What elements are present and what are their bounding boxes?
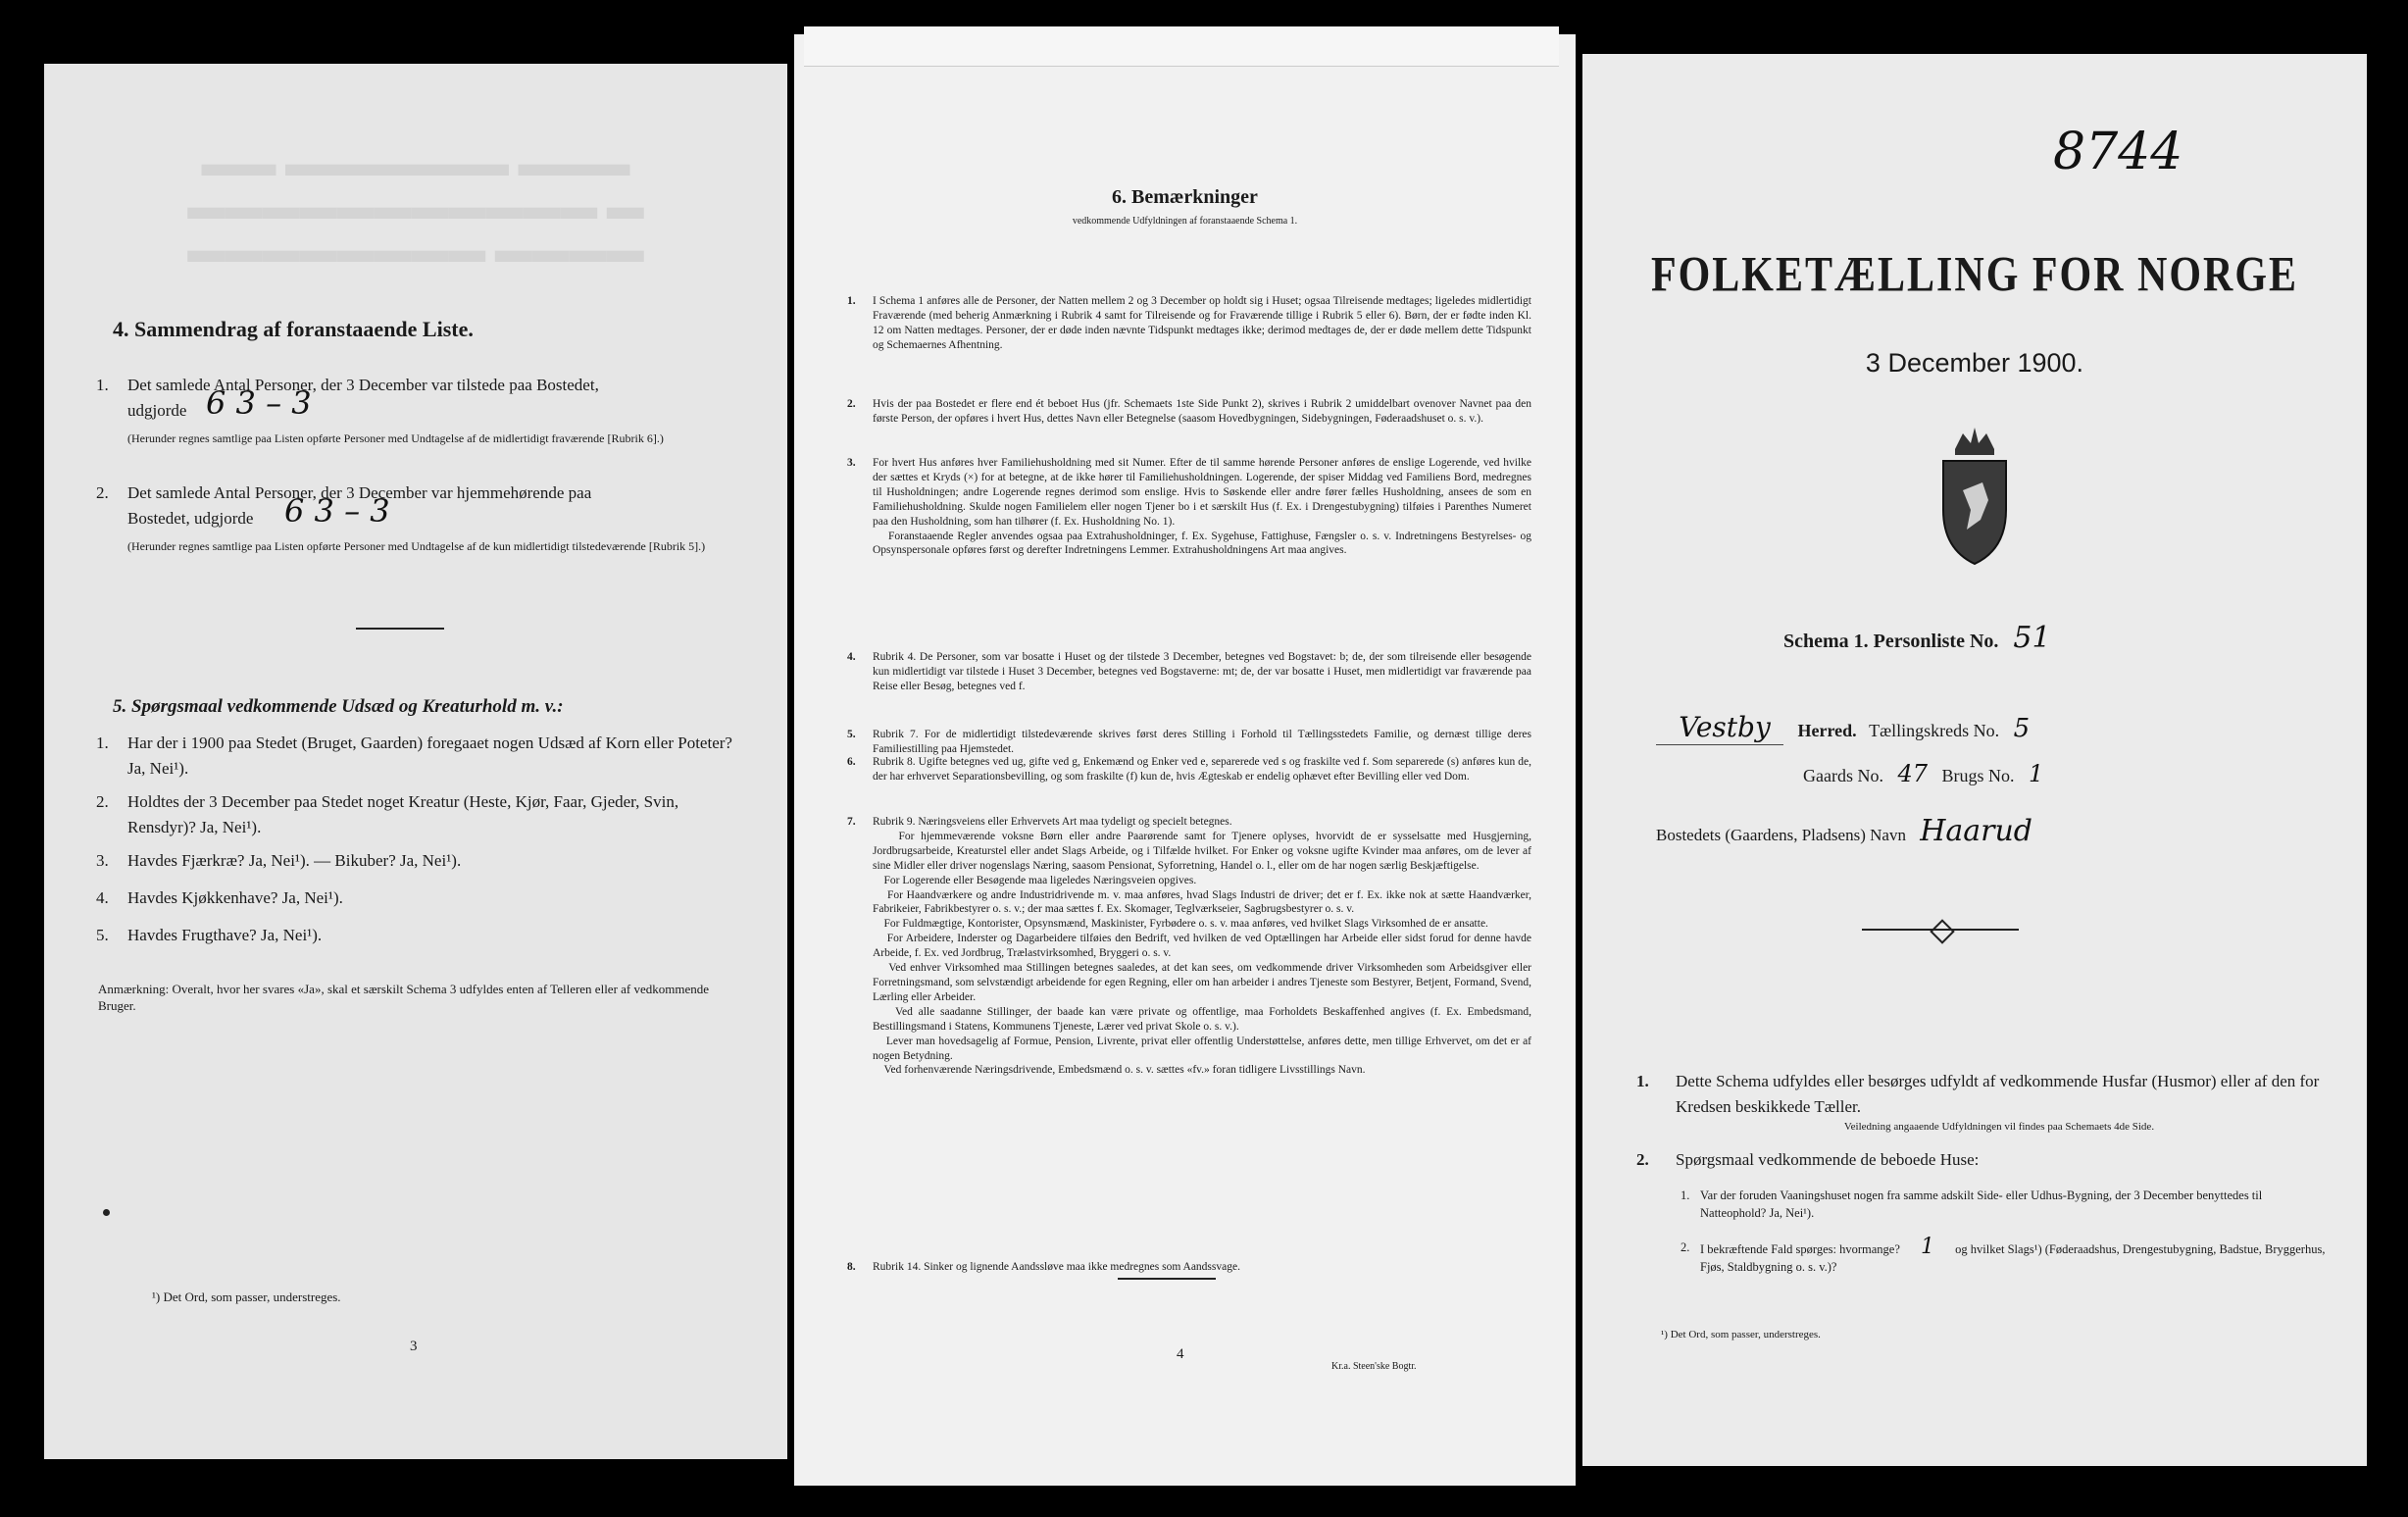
kreds-value: 5 — [2013, 714, 2031, 743]
bosted-line — [1656, 814, 2032, 848]
handwritten-count: 6 3 – 3 — [206, 384, 312, 422]
middle-page — [794, 34, 1576, 1486]
section6-title: 6. Bemærkninger — [1112, 186, 1258, 208]
printer-mark: Kr.a. Steen'ske Bogtr. — [1331, 1361, 1417, 1372]
item-text: I bekræftende Fald spørges: hvormange? — [1700, 1242, 1900, 1256]
item-number: 1. — [1681, 1188, 1690, 1202]
paragraph-text: Rubrik 4. De Personer, som var bosatte i Huset og der tilstede 3 December, betegnes ved Bogstavet: b; de, der som tilreisende eller besøgende kun midlertidigt var tilstede i Huset 3 December, betegnes ved Bogstaverne: mt; de, der var bosatte i Huset, men midlertidigt var fraværende paa Reise eller Besøg, betegnes ved f. — [873, 651, 1534, 692]
item-text: Havdes Fjærkræ? Ja, Nei¹). — Bikuber? Ja, Nei¹). — [127, 851, 462, 870]
brug-label: Brugs No. — [1941, 766, 2015, 785]
divider — [356, 628, 444, 630]
paragraph-number: 8. — [847, 1261, 856, 1273]
gaard-label: Gaards No. — [1803, 766, 1883, 785]
paragraph-number: 5. — [847, 729, 856, 740]
item-number: 4. — [96, 888, 109, 907]
section4-item1 — [96, 373, 748, 446]
handwritten-count: 6 3 – 3 — [284, 492, 390, 530]
herred-value: Vestby — [1679, 711, 1771, 743]
section5-item — [96, 885, 748, 911]
ink-dot — [103, 1209, 110, 1216]
item-prefix: Bostedet, udgjorde — [127, 509, 254, 528]
paragraph-number: 1. — [847, 295, 856, 307]
section5-item — [96, 731, 748, 782]
coat-of-arms-icon — [1926, 422, 2024, 574]
item-prefix: udgjorde — [127, 401, 187, 420]
item-number: 1. — [96, 376, 109, 394]
section6-subtitle: vedkommende Udfyldningen af foranstaaende Schema 1. — [1072, 216, 1298, 227]
remark-paragraph — [847, 294, 1534, 353]
page-number: 4 — [1177, 1346, 1184, 1362]
section5-item — [96, 789, 748, 840]
schema-number: 51 — [2013, 621, 2051, 655]
item-note: (Herunder regnes samtlige paa Listen opførte Personer med Undtagelse af de midlertidigt fraværende [Rubrik 6].) — [127, 431, 664, 445]
item-number: 2. — [1636, 1150, 1649, 1169]
footnote: ¹) Det Ord, som passer, understreges. — [152, 1289, 341, 1304]
item-number: 2. — [1681, 1240, 1690, 1254]
remark: Anmærkning: Overalt, hvor her svares «Ja», skal et særskilt Schema 3 udfyldes enten af Telleren eller af vedkommende Bruger. — [98, 982, 710, 1013]
footnote: ¹) Det Ord, som passer, understreges. — [1661, 1329, 1821, 1340]
paragraph-text: For hvert Hus anføres hver Familiehusholdning med sit Numer. Efter de til samme hørende Personer anføres de enslige Logerende, ved hvilke der sættes et Kryds (×) for at betegne, at de ikke hører til Familiehusholdningen. Logerende, der spiser Middag ved Familiens Bord, medregnes til Husholdningen; andre Logerende regnes derimod som enslige. Hvis to Søskende eller andre fører fælles Husholdning, ansees de som en Familiehusholdning. Skulde nogen Familielem eller nogen Tjener bo i et særskilt Hus (f. Ex. i Drengestubygning) tilføies i Parenthes Numeret paa den Husholdning, som han tilhører (f. Ex. Husholdning No. 1). Foranstaaende Regler anvendes ogsaa paa Extrahusholdninger, f. Ex. Sygehuse, Fattighuse, Fængsler o. s. v. Indretningens Bestyrelses- og Opsynspersonale opføres først og derefter Indretningens Lemmer. Extrahusholdningens Art maa angives. — [873, 457, 1532, 557]
paragraph-number: 7. — [847, 816, 856, 828]
paragraph-text: Rubrik 9. Næringsveiens eller Erhvervets Art maa tydeligt og specielt betegnes. For hjemmeværende voksne Børn eller andre Paarørende samt for Tjenere oplyses, hvorvidt de er sysselsatte med Husgjerning, Jordbrugsarbeide, Kreaturstel eller andet Slags Arbeide, og i Tilfælde hvilket. For Enker og voksne ugifte Kvinder maa anføres, om de lever af sine Midler eller driver nogenslags Næring, saasom Pensionat, Syforretning, Handel o. l., eller om de har nogen særlig Beskjæftigelse. For Logerende eller Besøgende maa ligeledes Næringsveien opgives. For Haandværkere og andre Industridrivende m. v. maa anføres, hvad Slags Industri de driver; det er f. Ex. ikke nok at sætte Haandværker, Fabrikeier, Fabrikbestyrer o. s. v.; der maa sættes f. Ex. Skomager, Teglværkseier, Sagbrugsbestyrer o. s. v. For Fuldmægtige, Kontorister, Opsynsmænd, Maskinister, Fyrbødere o. s. v. maa anføres, ved hvilket Slags Virksomhed de er ansatte. For Arbeidere, Inderster og Dagarbeidere tilføies den Bedrift, ved hvilken de ved Optællingen har Arbeide eller sidst forud for denne havde Arbeide, f. Ex. ved Jordbrug, Trælastvirksomhed, Bryggeri o. s. v. Ved enhver Virksomhed maa Stillingen betegnes saaledes, at det kan sees, om vedkommende driver Virksomheden som Arbeidsgiver eller Forretningsmand, som selvstændigt arbeidende for egen Regning, eller om han arbeider i andres Tjeneste som Bestyrer, Betjent, Formand, Svend, Lærling eller Arbeider. Ved alle saadanne Stillinger, der baade kan være private og offentlige, maa Forholdets Beskaffenhed angives (f. Ex. Embedsmand, Bestillingsmand i Statens, Kommunens Tjeneste, Lærer ved privat Skole o. s. v.). Lever man hovedsagelig af Formue, Pension, Livrente, privat eller offentlig Understøttelse, anføres dette, men tillige Erhvervet, om det er af nogen Betydning. Ved forhenværende Næringsdrivende, Embedsmænd o. s. v. sættes «fv.» foran tidligere Livsstillings Navn. — [873, 816, 1532, 1077]
item-number: 5. — [96, 926, 109, 944]
item-number: 2. — [96, 483, 109, 502]
bosted-label: Bostedets (Gaardens, Pladsens) Navn — [1656, 826, 1906, 844]
paragraph-text: Rubrik 8. Ugifte betegnes ved ug, gifte ved g, Enkemænd og Enker ved e, separerede ved s og fraskilte ved f. Som separerede (s) anføres kun de, der har erhvervet Separationsbevilling, og som fraskilte (f) kun de, hvis Ægteskab er endelig ophævet efter Bevilling eller ved Dom. — [873, 756, 1534, 783]
sub-question-2 — [1681, 1235, 2328, 1276]
item-note: (Herunder regnes samtlige paa Listen opførte Personer med Undtagelse af de kun midlertidigt tilstedeværende [Rubrik 5].) — [127, 539, 706, 553]
item-text: Var der foruden Vaaningshuset nogen fra samme adskilt Side- eller Udhus-Bygning, der 3 December benyttedes til Natteophold? Ja, Nei¹). — [1700, 1188, 2263, 1220]
section4-item2 — [96, 480, 748, 554]
schema-line — [1783, 621, 2051, 655]
ornament-center — [1930, 919, 1954, 943]
herred-label: Herred. — [1797, 721, 1857, 740]
instruction-2 — [1636, 1150, 2323, 1170]
remark-paragraph — [847, 1260, 1531, 1275]
section4-title: 4. Sammendrag af foranstaaende Liste. — [113, 317, 474, 341]
paragraph-number: 4. — [847, 651, 856, 663]
remark-paragraph — [847, 397, 1534, 427]
item-text-rest: og hvilket Slags¹) (Føderaadshus, Drengestubygning, Badstue, Bryggerhus, Fjøs, Staldbygning o. s. v.)? — [1700, 1242, 2326, 1274]
brug-value: 1 — [2029, 760, 2044, 787]
paragraph-text: Rubrik 7. For de midlertidigt tilstedeværende skrives først deres Stilling i Forhold til Tællingsstedets Familie, og dernæst tillige deres Familiestilling paa Hjemstedet. — [873, 729, 1534, 755]
sub2-value: 1 — [1921, 1235, 1935, 1259]
remark-paragraph — [847, 456, 1532, 558]
remark-paragraph — [847, 755, 1534, 784]
item-note: Veiledning angaaende Udfyldningen vil findes paa Schemaets 4de Side. — [1843, 1121, 2155, 1133]
remark-paragraph — [847, 815, 1532, 1078]
paragraph-number: 6. — [847, 756, 856, 768]
item-text: Dette Schema udfyldes eller besørges udfyldt af vedkommende Husfar (Husmor) eller af den for Kredsen beskikkede Tæller. — [1676, 1072, 2320, 1116]
item-number: 3. — [96, 851, 109, 870]
instruction-1 — [1636, 1069, 2323, 1134]
left-page — [44, 64, 787, 1459]
bleed-through-text: ▬▬ ▬▬▬▬▬▬ ▬▬▬ ▬▬▬▬▬▬▬▬▬▬▬ ▬ ▬▬▬▬▬▬▬▬ ▬▬▬▬ — [187, 143, 644, 271]
page-number: 3 — [410, 1339, 418, 1354]
item-text: Havdes Frugthave? Ja, Nei¹). — [127, 926, 323, 944]
paragraph-text: Hvis der paa Bostedet er flere end ét beboet Hus (jfr. Schemaets 1ste Side Punkt 2), skrives i Rubrik 2 umiddelbart ovenover Navnet paa den første Person, der opføres i hvert Hus, dettes Navn eller Betegnelse (saasom Hovedbygningen, Sidebygningen, Føderaadshuset o. s. v.). — [873, 398, 1534, 425]
item-number: 1. — [96, 733, 109, 752]
item-number: 2. — [96, 792, 109, 811]
section5-item — [96, 848, 748, 874]
item-text: Det samlede Antal Personer, der 3 December var tilstede paa Bostedet, — [127, 376, 599, 394]
gaard-line — [1803, 760, 2043, 787]
item-text: Har der i 1900 paa Stedet (Bruget, Gaarden) foregaaet nogen Udsæd af Korn eller Poteter? Ja, Nei¹). — [127, 733, 732, 778]
remark-paragraph — [847, 650, 1534, 694]
item-text: Det samlede Antal Personer, der 3 December var hjemmehørende paa — [127, 483, 592, 502]
item-text: Spørgsmaal vedkommende de beboede Huse: — [1676, 1150, 1980, 1169]
paragraph-number: 3. — [847, 457, 856, 469]
section5-item — [96, 923, 748, 948]
herred-line — [1656, 711, 2283, 743]
remark-paragraph — [847, 728, 1534, 757]
archive-number: 8744 — [2053, 123, 2183, 181]
item-text: Havdes Kjøkkenhave? Ja, Nei¹). — [127, 888, 343, 907]
divider — [1118, 1278, 1216, 1280]
top-tab — [804, 26, 1559, 67]
gaard-value: 47 — [1897, 760, 1929, 787]
paragraph-text: Rubrik 14. Sinker og lignende Aandssløve maa ikke medregnes som Aandssvage. — [873, 1261, 1240, 1273]
paragraph-text: I Schema 1 anføres alle de Personer, der Natten mellem 2 og 3 December op holdt sig i Huset; ogsaa Tilreisende medtages; ligeledes midlertidigt Fraværende (med beherig Anmærkning i Rubrik 4 samt for Tilreisende og for Fraværende tillige i Rubrik 5 eller 6). Børn, der er fødte inden Kl. 12 om Natten medtages. Personer, der er døde inden nævnte Tidspunkt medtages ikke; derimod medtages de, der er døde mellem dette Tidspunkt og Schemaernes Afhentning. — [873, 295, 1534, 351]
right-page — [1582, 54, 2367, 1466]
section5-title: 5. Spørgsmaal vedkommende Udsæd og Kreaturhold m. v.: — [113, 696, 564, 717]
item-number: 1. — [1636, 1072, 1649, 1090]
bosted-value: Haarud — [1920, 814, 2033, 848]
census-title: FOLKETÆLLING FOR NORGE — [1650, 248, 2299, 303]
item-text: Holdtes der 3 December paa Stedet noget Kreatur (Heste, Kjør, Faar, Gjeder, Svin, Rensdyr)? Ja, Nei¹). — [127, 792, 679, 836]
sub-question-1 — [1681, 1187, 2328, 1222]
census-date: 3 December 1900. — [1865, 348, 2084, 378]
paragraph-number: 2. — [847, 398, 856, 410]
schema-label: Schema 1. Personliste No. — [1783, 631, 1999, 652]
kreds-label: Tællingskreds No. — [1869, 721, 2000, 740]
